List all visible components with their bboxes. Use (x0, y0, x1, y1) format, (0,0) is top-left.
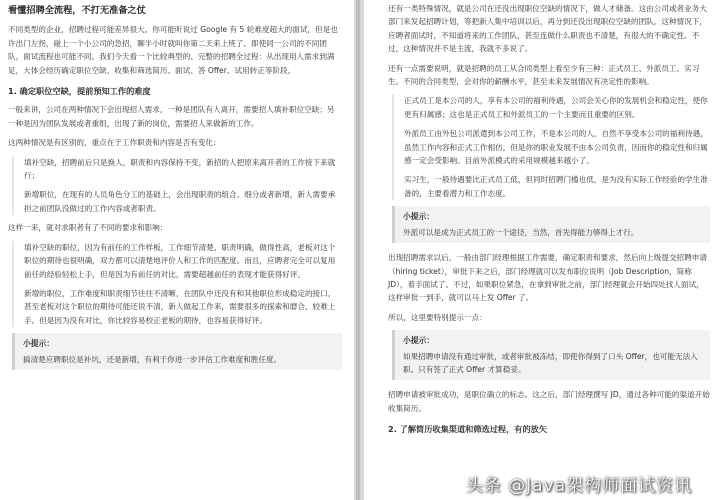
paragraph: 正式员工是本公司的人，享有本公司的福利待遇，公司会关心你的发展机会和稳定性，使你更有归属感；这也是正式员工和外派员工的一个主要而且重要的区别。 (404, 96, 708, 119)
paragraph: 还有一类特殊情况，就是公司在还没出现职位空缺的情况下，做人才储备。这由公司或者业务大部门来发起招聘计划，等把新人集中培训以后，再分到还没出现职位空缺的团队。这种情况下，应聘者面试时，不知道将来的工作团队，甚至连做什么职责也不清楚，有很大的不确定性。不过，这种情况并不是主流，我就不多说了。 (388, 4, 707, 54)
intro-paragraph: 不同类型的企业，招聘过程可能差异很大。你可能听说过 Google 有 5 轮难度超大的面试，但是也许出门左拐，碰上一个小公司的急招，聊半小时就叫你第二天来上班了。即使同一公司的不同团队，面试流程也可能不同。我们今天看一个比较典型的、完整的招聘全过程：从出现用人需求到满足，大体会经历确定职位空缺、收集和筛选简历、面试、答 Offer、试用转正等阶段。 (8, 25, 338, 75)
paragraph: 填补空缺，招聘前后只是换人，职责和内容保持不变，新招的人把原来离开者的工作接下来就行； (24, 157, 336, 181)
tip-label: 小提示： (23, 339, 55, 349)
paragraph: 填补空缺的职位，因为有前任的工作样板，工作细节清楚、职责明确，做得性高，老板对这个职位的期待也很明确，双方都可以清楚地评价人和工作的匹配度。而且，应聘者完全可以复用前任的经验轻松上手，但是因为有前任的对比，需要超越前任的表现才能获得好评。 (24, 242, 336, 279)
tip-label: 小提示： (403, 336, 435, 346)
paragraph: 还有一点需要说明，就是招聘的员工从合同类型上看至少有三种：正式员工、外派员工、实习生。不同的合同类型，会对你的薪酬水平，甚至未来发展情况有决定性的影响。 (388, 63, 700, 87)
section-1-heading: 1. 确定职位空缺，提前预知工作的难度 (8, 86, 151, 97)
paragraph: 实习生，一般待遇要比正式员工低，但同时招聘门槛也低，是为没有实际工作经验的学生准备的，主要看潜力和工作态度。 (404, 175, 708, 198)
indented-block (12, 156, 342, 216)
tip-box (392, 330, 710, 380)
paragraph: 一般来讲，公司在两种情况下会出现招人需求，一种是团队有人离开，需要招人填补职位空缺；另一种是因为团队发展或者重组，出现了新的岗位，需要招人来做新的工作。 (8, 105, 335, 128)
tip-text: 如果招聘申请没有通过审批，或者审批被冻结，即使你得到了口头 Offer，也可能无法入职。只有签了正式 Offer 才算稳妥。 (403, 351, 698, 374)
watermark-text: 头条 @Java架构师面试资讯 (465, 476, 692, 496)
tip-box (392, 206, 710, 243)
indented-block (12, 241, 342, 327)
paragraph: 外派员工由外包公司派遣到本公司工作，不是本公司的人，自然不享受本公司的福利待遇，虽然工作内容和正式工作相仿，但是你的职业发展不由本公司负责，因而你的稳定性和归属感一定会受影响。目前外派模式的采用规模越来越小了。 (404, 129, 708, 166)
section-2-heading: 2. 了解简历收集渠道和筛选过程，有的放矢 (388, 424, 548, 435)
tip-box (12, 333, 342, 370)
page-divider (356, 0, 360, 500)
paragraph: 招聘申请被审批成功，是职位确立的标志。这之后，部门经理撰写 JD，通过各种可能的渠道开始收集简历。 (388, 390, 710, 413)
paragraph: 新增的职位，工作难度和职责细节往往不清晰，在团队中还没有和其他职位形成稳定的接口，甚至老板对这个职位的期待可能还说不清，新人做起工作来，需要很多的探索和磨合，较难上手。但是因为没有对比，你比较容易校正老板的期待，也容易获得好评。 (24, 288, 336, 325)
tip-text: 搞清楚应聘职位是补坑，还是新增，有利于你进一步评估工作难度和胜任度。 (23, 354, 282, 364)
paragraph: 新增职位，在现有的人员角色分工的基础上，会出现职责的组合、细分或者新增，新人需要承担之前团队没做过的工作内容或者职责。 (24, 190, 336, 213)
paragraph: 所以，这里要特别提示一点： (388, 312, 487, 322)
paragraph: 这样一来，就对求职者有了不同的要求和影响： (8, 223, 168, 233)
paragraph: 这两种情况是有区别的，重点在于工作职责和内容是否有变化： (8, 138, 221, 148)
tip-label: 小提示： (403, 212, 435, 222)
left-page (0, 0, 354, 500)
indented-block (392, 94, 710, 200)
right-page (364, 0, 720, 500)
article-title: 看懂招聘全流程，不打无准备之仗 (8, 5, 146, 16)
tip-text: 外派可以是成为正式员工的一个途径，当然，首先得能力够得上才行。 (403, 227, 639, 237)
paragraph: 出现招聘需求以后，一般由部门经理根据工作需要，确定职责和要求，然后向上级提交招聘申请（hiring ticket），审批下来之后，部门经理就可以发布职位说明（Job Description，简称 JD），着手面试了。不过，如果职位紧急，在拿到审批之前，部门经理就会开始四处找人面试，这样审批一到手，就可以马上发 Offer 了。 (388, 253, 707, 303)
